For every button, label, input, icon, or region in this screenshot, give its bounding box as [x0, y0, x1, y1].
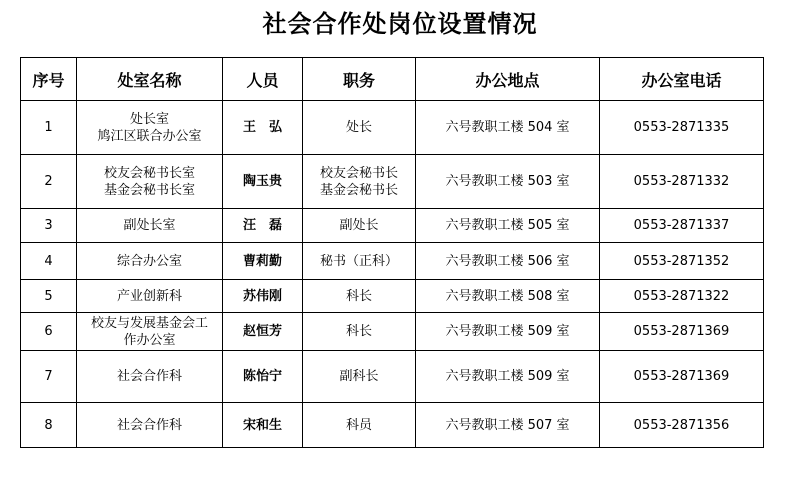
phone-cell: 0553-2871369 — [600, 351, 764, 403]
person-cell: 汪 磊 — [223, 209, 303, 243]
office-name-cell — [77, 155, 223, 209]
row-index: 8 — [21, 403, 77, 448]
person-cell: 赵恒芳 — [223, 313, 303, 351]
position-cell: 科长 — [303, 280, 416, 313]
position-cell: 副科长 — [303, 351, 416, 403]
header-location: 办公地点 — [416, 58, 600, 101]
office-name-cell: 综合办公室 — [77, 243, 223, 280]
table-row — [21, 101, 764, 155]
header-index: 序号 — [21, 58, 77, 101]
location-cell: 六号教职工楼 507 室 — [416, 403, 600, 448]
office-name-line: 校友与发展基金会工 — [90, 315, 208, 331]
person-cell: 王 弘 — [223, 101, 303, 155]
office-name-cell: 副处长室 — [77, 209, 223, 243]
location-cell: 六号教职工楼 509 室 — [416, 351, 600, 403]
position-line: 基金会秘书长 — [319, 182, 398, 198]
position-cell: 副处长 — [303, 209, 416, 243]
office-name-cell: 社会合作科 — [77, 403, 223, 448]
person-cell: 曹莉勤 — [223, 243, 303, 280]
row-index: 3 — [21, 209, 77, 243]
table-row — [21, 403, 764, 448]
location-cell: 六号教职工楼 504 室 — [416, 101, 600, 155]
header-phone: 办公室电话 — [600, 58, 764, 101]
phone-cell: 0553-2871322 — [600, 280, 764, 313]
location-cell: 六号教职工楼 508 室 — [416, 280, 600, 313]
office-name-line: 处长室 — [129, 111, 169, 127]
person-cell: 陈怡宁 — [223, 351, 303, 403]
table-row — [21, 155, 764, 209]
position-cell: 科员 — [303, 403, 416, 448]
row-index: 2 — [21, 155, 77, 209]
office-name-line: 作办公室 — [123, 332, 176, 348]
table-row — [21, 351, 764, 403]
phone-cell: 0553-2871369 — [600, 313, 764, 351]
person-cell: 陶玉贵 — [223, 155, 303, 209]
phone-cell: 0553-2871356 — [600, 403, 764, 448]
person-cell: 宋和生 — [223, 403, 303, 448]
row-index: 4 — [21, 243, 77, 280]
position-cell: 处长 — [303, 101, 416, 155]
office-name-cell: 社会合作科 — [77, 351, 223, 403]
staff-table — [20, 57, 764, 448]
phone-cell: 0553-2871332 — [600, 155, 764, 209]
phone-cell: 0553-2871352 — [600, 243, 764, 280]
location-cell: 六号教职工楼 506 室 — [416, 243, 600, 280]
office-name-line: 鸠江区联合办公室 — [97, 128, 202, 144]
position-cell: 秘书（正科） — [303, 243, 416, 280]
phone-cell: 0553-2871337 — [600, 209, 764, 243]
person-cell: 苏伟刚 — [223, 280, 303, 313]
table-header-row — [21, 58, 764, 101]
header-office-name: 处室名称 — [77, 58, 223, 101]
page-title: 社会合作处岗位设置情况 — [262, 9, 538, 38]
table-row — [21, 313, 764, 351]
location-cell: 六号教职工楼 503 室 — [416, 155, 600, 209]
phone-cell: 0553-2871335 — [600, 101, 764, 155]
position-cell — [303, 155, 416, 209]
location-cell: 六号教职工楼 509 室 — [416, 313, 600, 351]
office-name-cell: 产业创新科 — [77, 280, 223, 313]
position-cell: 科长 — [303, 313, 416, 351]
row-index: 6 — [21, 313, 77, 351]
position-line: 校友会秘书长 — [319, 165, 398, 181]
row-index: 5 — [21, 280, 77, 313]
table-row — [21, 209, 764, 243]
location-cell: 六号教职工楼 505 室 — [416, 209, 600, 243]
office-name-line: 基金会秘书长室 — [103, 182, 195, 198]
row-index: 1 — [21, 101, 77, 155]
row-index: 7 — [21, 351, 77, 403]
table-row — [21, 280, 764, 313]
office-name-cell — [77, 101, 223, 155]
header-person: 人员 — [223, 58, 303, 101]
office-name-line: 校友会秘书长室 — [103, 165, 195, 181]
header-position: 职务 — [303, 58, 416, 101]
table-row — [21, 243, 764, 280]
office-name-cell — [77, 313, 223, 351]
